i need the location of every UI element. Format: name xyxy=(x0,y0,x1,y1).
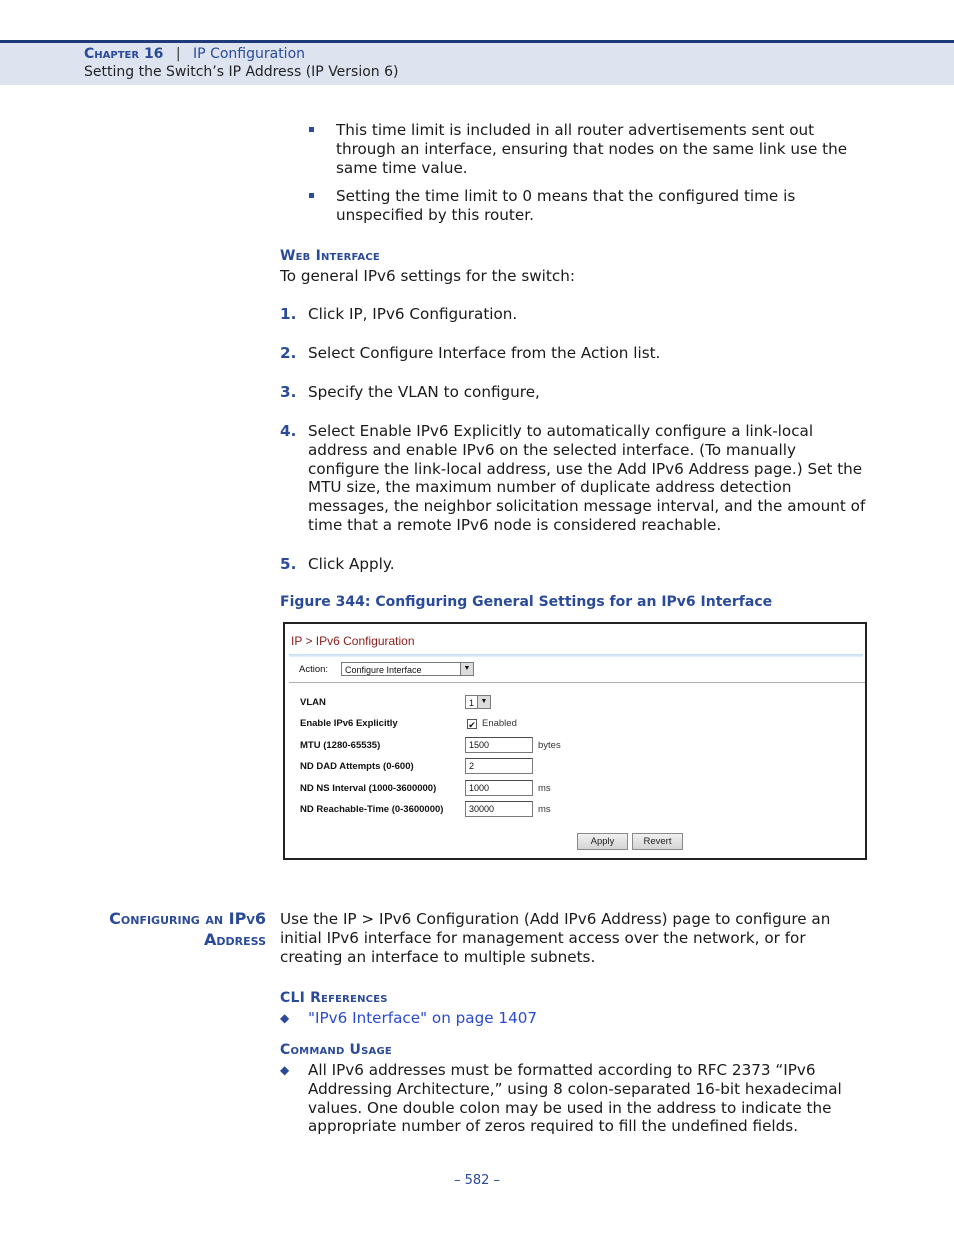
figure-caption: Figure 344: Configuring General Settings for an IPv6 Interface xyxy=(280,594,773,610)
command-usage-text: All IPv6 addresses must be formatted according to RFC 2373 “IPv6 Addressing Architecture,” using 8 colon-separated 16-bit hexadecimal values. One double colon may be used in the address to indicate the appropriate number of zeros required to fill the undefined fields. xyxy=(308,1061,842,1136)
nd-ns-interval-input[interactable]: 1000 xyxy=(465,780,533,796)
chevron-down-icon[interactable]: ▼ xyxy=(460,663,473,675)
bullet-square-icon xyxy=(309,127,314,132)
vlan-select[interactable] xyxy=(465,695,491,709)
step-number: 4. xyxy=(280,422,297,440)
chapter-title: IP Configuration xyxy=(193,46,306,62)
nd-ns-interval-unit: ms xyxy=(538,783,551,794)
mtu-label: MTU (1280-65535) xyxy=(300,740,381,751)
vlan-label: VLAN xyxy=(300,697,326,708)
bullet-square-icon xyxy=(309,193,314,198)
nd-reachable-time-label: ND Reachable-Time (0-3600000) xyxy=(300,804,444,815)
diamond-bullet-icon: ◆ xyxy=(280,1011,290,1025)
step-text: Click IP, IPv6 Configuration. xyxy=(308,305,518,323)
bullet-text: This time limit is included in all router advertisements sent out through an interface, ensuring that nodes on the same link use the same time value. xyxy=(336,121,848,177)
header-separator: | xyxy=(175,46,181,62)
revert-button[interactable]: Revert xyxy=(632,833,683,850)
step-number: 2. xyxy=(280,344,297,362)
apply-button[interactable]: Apply xyxy=(577,833,628,850)
command-usage-heading: Command Usage xyxy=(280,1042,392,1058)
step-number: 5. xyxy=(280,555,297,573)
section-paragraph: Use the IP > IPv6 Configuration (Add IPv6 Address) page to configure an initial IPv6 interface for management access over the network, or for creating an interface to multiple subnets. xyxy=(280,910,831,966)
cli-reference-link[interactable]: "IPv6 Interface" on page 1407 xyxy=(308,1009,538,1027)
nd-dad-label: ND DAD Attempts (0-600) xyxy=(300,761,414,772)
figure-screenshot xyxy=(283,622,867,860)
step-text: Click Apply. xyxy=(308,555,395,573)
mtu-unit: bytes xyxy=(538,740,561,751)
bullet-text: Setting the time limit to 0 means that the configured time is unspecified by this router. xyxy=(336,187,796,224)
enable-ipv6-value: Enabled xyxy=(482,718,517,729)
section-heading-line1: Configuring an IPv6 xyxy=(109,909,266,928)
nd-reachable-time-unit: ms xyxy=(538,804,551,815)
figure-page-title: IP > IPv6 Configuration xyxy=(291,634,415,648)
chevron-down-icon[interactable]: ▼ xyxy=(477,696,490,708)
mtu-input[interactable]: 1500 xyxy=(465,737,533,753)
action-label: Action: xyxy=(299,664,329,675)
web-interface-intro: To general IPv6 settings for the switch: xyxy=(280,267,575,285)
diamond-bullet-icon: ◆ xyxy=(280,1063,290,1077)
nd-ns-interval-label: ND NS Interval (1000-3600000) xyxy=(300,783,437,794)
step-number: 1. xyxy=(280,305,297,323)
nd-reachable-time-input[interactable]: 30000 xyxy=(465,801,533,817)
enable-ipv6-label: Enable IPv6 Explicitly xyxy=(300,718,398,729)
chapter-label: Chapter 16 xyxy=(84,46,164,62)
step-number: 3. xyxy=(280,383,297,401)
step-text: Select Enable IPv6 Explicitly to automatically configure a link-local address and enable IPv6 on the selected interface. (To manually configure the link-local address, use the Add IPv6 Address page.) Set the MTU size, the maximum number of duplicate address detection messages, the neighbor solicitation message interval, and the amount of time that a remote IPv6 node is considered reachable. xyxy=(308,422,866,534)
running-header-chapter xyxy=(84,46,305,62)
nd-dad-input[interactable]: 2 xyxy=(465,758,533,774)
web-interface-heading: Web Interface xyxy=(280,248,380,264)
vlan-select-value: 1 xyxy=(469,698,475,708)
page-number: – 582 – xyxy=(453,1173,501,1188)
figure-title-rule xyxy=(289,654,863,657)
action-select[interactable] xyxy=(341,662,474,676)
step-text: Select Configure Interface from the Action list. xyxy=(308,344,661,362)
enable-ipv6-checkbox[interactable]: ✔ xyxy=(468,720,476,730)
figure-divider xyxy=(289,682,865,683)
running-header-section: Setting the Switch’s IP Address (IP Version 6) xyxy=(84,64,399,80)
cli-references-heading: CLI References xyxy=(280,990,388,1006)
action-select-value: Configure Interface xyxy=(345,665,422,675)
section-heading-line2: Address xyxy=(204,930,266,949)
step-text: Specify the VLAN to configure, xyxy=(308,383,540,401)
